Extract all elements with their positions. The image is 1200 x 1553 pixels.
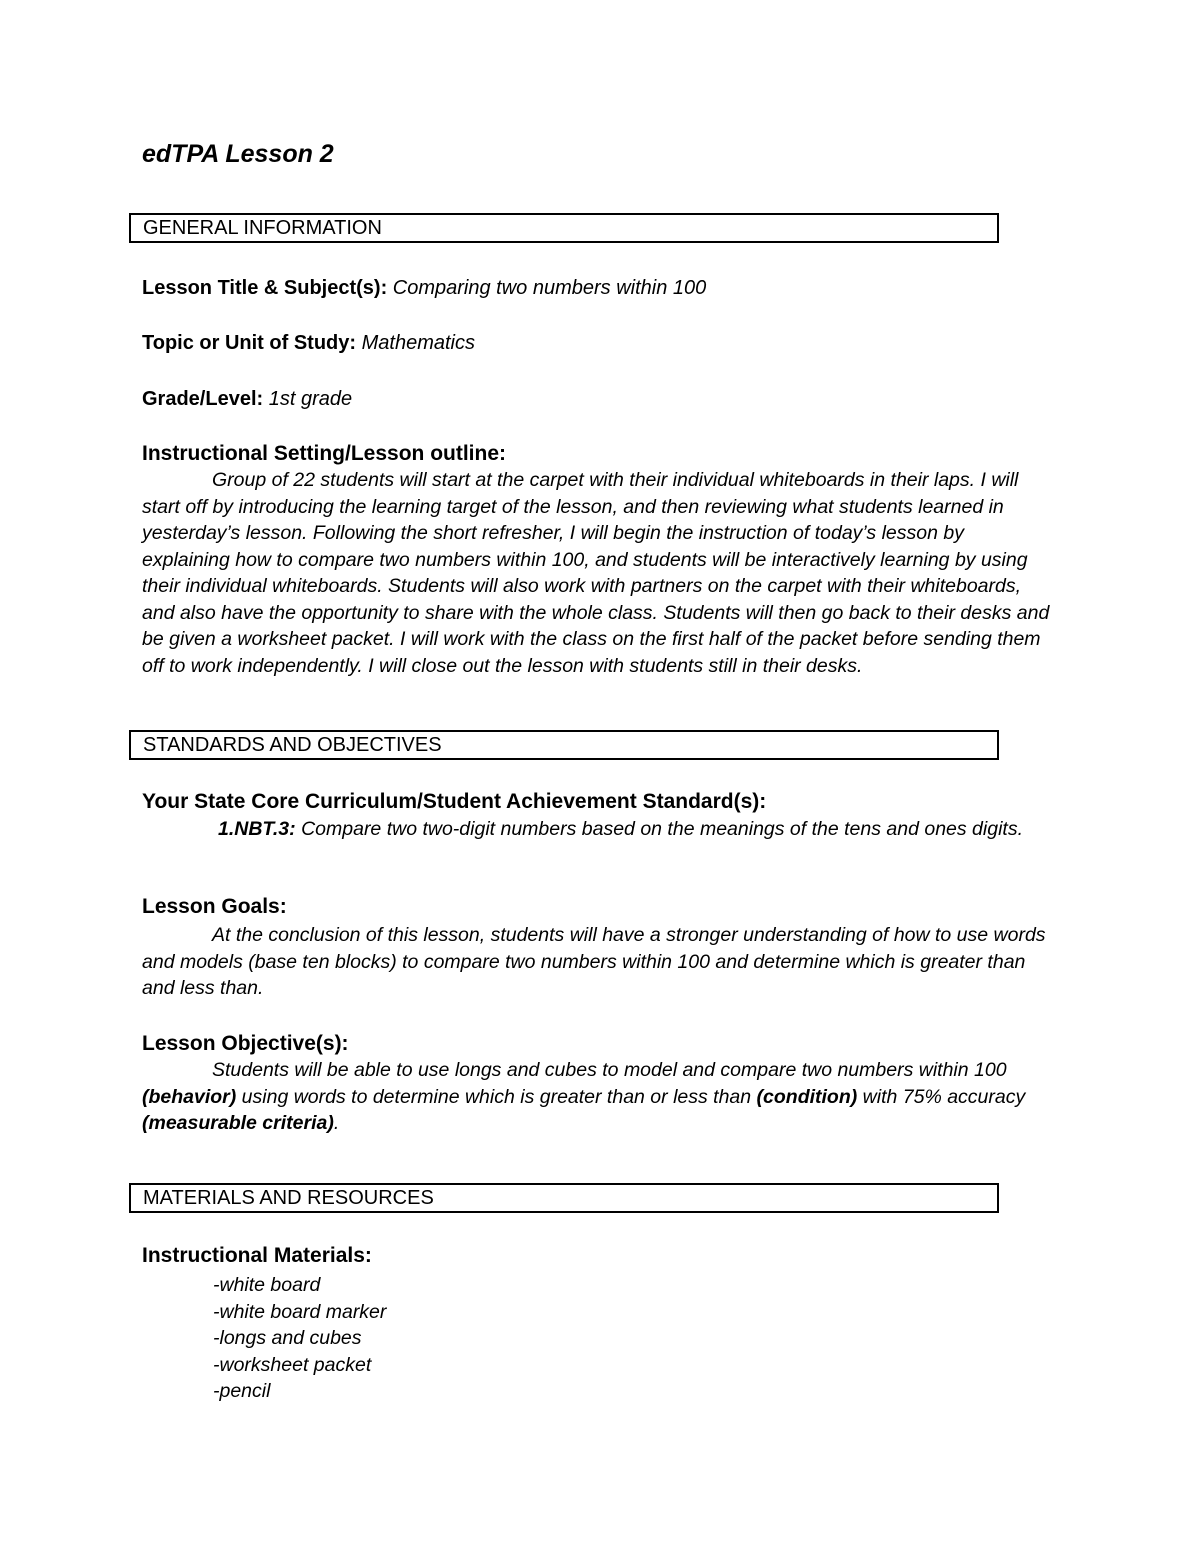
lesson-title-label: Lesson Title & Subject(s):: [142, 277, 388, 299]
objective-text-1: Students will be able to use longs and cubes to model and compare two numbers within 100: [212, 1059, 1007, 1081]
standard-text: Compare two two-digit numbers based on the meanings of the tens and ones digits.: [301, 818, 1023, 840]
materials-list: [213, 1272, 386, 1405]
lesson-objectives-label: Lesson Objective(s):: [142, 1032, 349, 1055]
setting-text: Group of 22 students will start at the carpet with their individual whiteboards in their laps. I will start off by introducing the learning target of the lesson, and then reviewing what students learned in yesterday’s lesson. Following the short refresher, I will begin the instruction of today’s lesson by explaining how to compare two numbers within 100, and students will be interactively learning by using their individual whiteboards. Students will also work with partners on the carpet with their whiteboards, and also have the opportunity to share with the whole class. Students will then go back to their desks and be given a worksheet packet. I will work with the class on the first half of the packet before sending them off to work independently. I will close out the lesson with students still in their desks.: [142, 469, 1050, 677]
list-item: -white board: [213, 1274, 321, 1296]
objective-criteria: (measurable criteria): [142, 1112, 334, 1134]
grade-label: Grade/Level:: [142, 388, 264, 410]
lesson-title-field: [142, 275, 706, 301]
grade-value: 1st grade: [268, 388, 353, 410]
lesson-title-value: Comparing two numbers within 100: [392, 277, 707, 299]
topic-label: Topic or Unit of Study:: [142, 332, 357, 354]
core-standard-label: Your State Core Curriculum/Student Achievement Standard(s):: [142, 790, 767, 813]
section-general-information: GENERAL INFORMATION: [129, 213, 999, 243]
list-item: -pencil: [213, 1380, 271, 1402]
lesson-goals-label: Lesson Goals:: [142, 895, 287, 918]
instructional-materials-label: Instructional Materials:: [142, 1244, 372, 1267]
section-materials-resources: MATERIALS AND RESOURCES: [129, 1183, 999, 1213]
list-item: -white board marker: [213, 1300, 387, 1323]
goals-paragraph: [142, 922, 1052, 1002]
standard-paragraph: [142, 816, 1052, 843]
objective-text-4: .: [333, 1112, 340, 1134]
section-standards-objectives: STANDARDS AND OBJECTIVES: [129, 730, 999, 760]
topic-field: [142, 330, 475, 356]
objective-behavior: (behavior): [142, 1085, 237, 1108]
objectives-paragraph: [142, 1057, 1052, 1137]
list-item: -longs and cubes: [213, 1327, 362, 1349]
document-title: edTPA Lesson 2: [142, 140, 334, 168]
goals-text: At the conclusion of this lesson, students will have a stronger understanding of how to use words and models (base ten blocks) to compare two numbers within 100 and determine which is greater than and less than.: [142, 924, 1046, 999]
topic-value: Mathematics: [361, 332, 475, 354]
objective-text-3: with 75% accuracy: [857, 1085, 1026, 1108]
grade-field: [142, 386, 352, 412]
objective-condition: (condition): [756, 1085, 858, 1108]
standard-code: 1.NBT.3:: [218, 818, 296, 840]
setting-label: Instructional Setting/Lesson outline:: [142, 442, 507, 465]
list-item: -worksheet packet: [213, 1353, 372, 1376]
setting-paragraph: [142, 467, 1052, 679]
objective-text-2: using words to determine which is greater than or less than: [236, 1085, 757, 1108]
